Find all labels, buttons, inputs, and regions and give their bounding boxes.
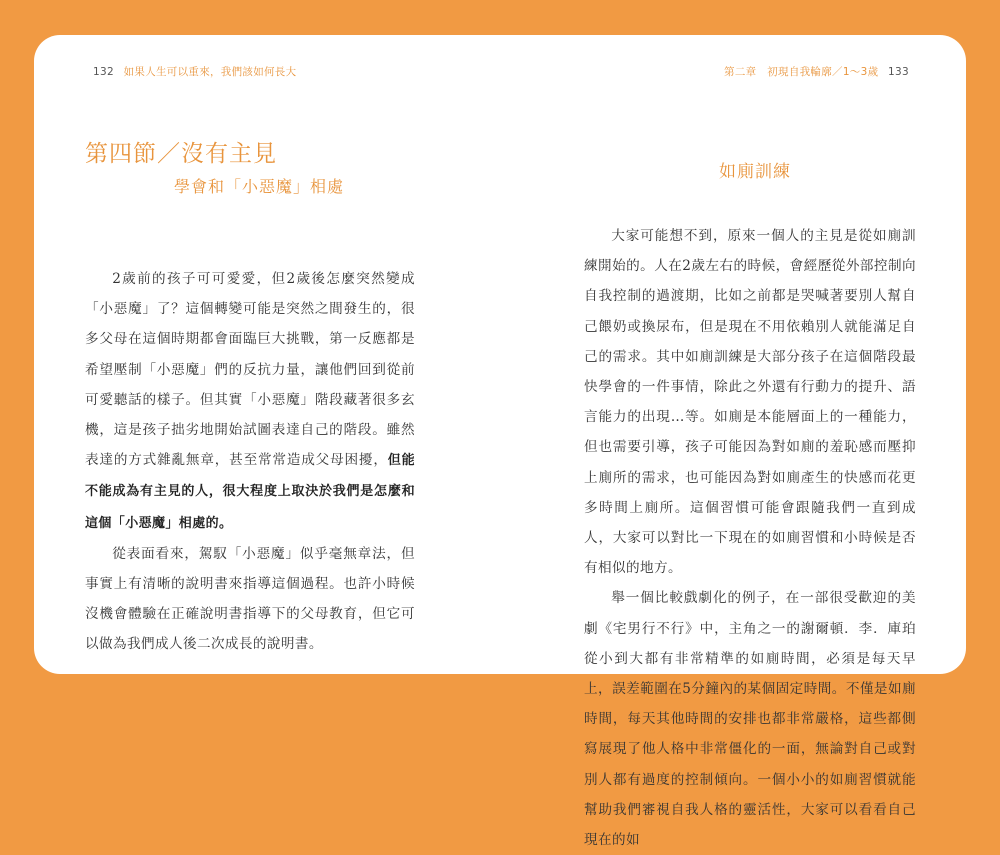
section-title: 第四節／沒有主見: [85, 141, 277, 167]
book-spread: [34, 35, 966, 849]
left-page-number: 132: [93, 66, 114, 78]
section-subtitle: 學會和「小惡魔」相處: [174, 177, 345, 196]
right-page-number: 133: [888, 66, 909, 78]
right-chapter-title: 第二章 初現自我輪廓／1～3歲: [724, 66, 879, 78]
left-running-header: [87, 64, 296, 79]
left-paragraph-2: 從表面看來，駕馭「小惡魔」似乎毫無章法，但事實上有清晰的說明書來指導這個過程。也許小時候沒機會體驗在正確說明書指導下的父母教育，但它可以做為我們成人後二次成長的說明書。: [85, 545, 415, 653]
right-subtitle: 如廁訓練: [719, 162, 791, 182]
left-book-title: 如果人生可以重來，我們該如何長大: [123, 66, 297, 78]
right-running-header: [724, 64, 915, 79]
left-paragraph-1-normal: 2歲前的孩子可可愛愛，但2歲後怎麼突然變成「小惡魔」了？這個轉變可能是突然之間發生的，很多父母在這個時期都會面臨巨大挑戰，第一反應都是希望壓制「小惡魔」們的反抗力量，讓他們回到從前可愛聽話的樣子。但其實「小惡魔」階段藏著很多玄機，這是孩子拙劣地開始試圖表達自己的階段。雖然表達的方式雜亂無章，甚至常常造成父母困擾，: [85, 271, 415, 469]
right-body-text: [584, 221, 916, 855]
left-paragraph-1: [85, 264, 415, 539]
left-body-text: [85, 264, 415, 660]
right-paragraph-1: 大家可能想不到，原來一個人的主見是從如廁訓練開始的。人在2歲左右的時候，會經歷從外部控制向自我控制的過渡期，比如之前都是哭喊著要別人幫自己餵奶或換尿布，但是現在不用依賴別人就能滿足自己的需求。其中如廁訓練是大部分孩子在這個階段最快學會的一件事情，除此之外還有行動力的提升、語言能力的出現…等。如廁是本能層面上的一種能力，但也需要引導，孩子可能因為對如廁的羞恥感而壓抑上廁所的需求，也可能因為對如廁產生的快感而花更多時間上廁所。這個習慣可能會跟隨我們一直到成人，大家可以對比一下現在的如廁習慣和小時候是否有相似的地方。: [584, 228, 916, 577]
right-paragraph-2: 舉一個比較戲劇化的例子，在一部很受歡迎的美劇《宅男行不行》中，主角之一的謝爾頓．李．庫珀從小到大都有非常精準的如廁時間，必須是每天早上，誤差範圍在5分鐘內的某個固定時間。不僅是如廁時間，每天其他時間的安排也都非常嚴格，這些都側寫展現了他人格中非常僵化的一面，無論對自己或對別人都有過度的控制傾向。一個小小的如廁習慣就能幫助我們審視自我人格的靈活性，大家可以看看自己現在的如: [584, 590, 916, 849]
left-paragraph-1-bold: 但能不能成為有主見的人，很大程度上取決於我們是怎麼和這個「小惡魔」相處的。: [85, 453, 415, 531]
